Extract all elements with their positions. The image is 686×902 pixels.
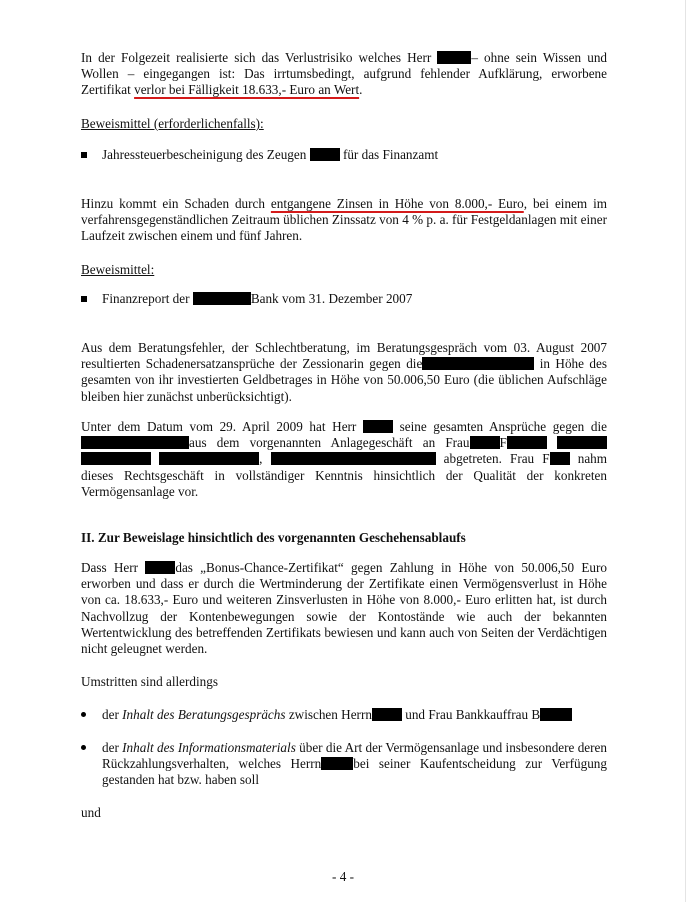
page-number: - 4 - [332, 869, 354, 884]
redaction [81, 452, 151, 465]
text: der [102, 707, 123, 722]
text: für das Finanzamt [339, 147, 439, 162]
text: Bank vom 31. Dezember 2007 [250, 291, 413, 306]
section-heading: II. Zur Beweislage hinsichtlich des vorgenannten Geschehensablaufs [81, 530, 466, 545]
text: bei seiner Kaufentscheidung zur Verfügung gestanden hat bzw. haben soll [102, 756, 607, 788]
text: . [359, 82, 363, 98]
text: der [102, 740, 123, 755]
paragraph-assignment [81, 419, 607, 500]
text: , [259, 451, 263, 467]
text: Aus dem Beratungsfehler, der Schlechtberatung, im Beratungsgespräch vom 03. August 2007 resultierten Schadenersatzansprüche der Zessionarin gegen die [81, 340, 607, 372]
redaction [193, 292, 251, 305]
highlighted-loss: verlor bei Fälligkeit 18.633,- Euro an Wert [134, 82, 360, 98]
evidence-item-1 [102, 147, 607, 163]
highlighted-interest: entgangene Zinsen in Höhe von 8.000,- Euro [270, 196, 524, 211]
text: in Höhe des gesamten von ihr investierten Geldbetrages in Höhe von 50.006,50 Euro (die üblichen Aufschläge bleiben hier zunächst unberücksichtigt). [81, 356, 608, 404]
bullet-square-icon [81, 296, 87, 302]
evidence-heading-1: Beweismittel (erforderlichenfalls): [81, 116, 264, 131]
text: abgetreten. Frau F [435, 451, 550, 467]
text: Unter dem Datum vom 29. April 2009 hat Herr [81, 419, 363, 434]
redaction [550, 452, 570, 465]
text: aus dem vorgenannten Anlagegeschäft an Frau [189, 435, 470, 451]
text: über die Art der Vermögensanlage und insbesondere deren Rückzahlungsverhalten, welches Herrn [102, 740, 607, 772]
bullet-dot-icon [81, 712, 86, 717]
redaction [159, 452, 259, 465]
italic-text: Inhalt des Informationsmaterials [122, 740, 296, 755]
text: F [499, 435, 507, 451]
redaction [540, 708, 572, 721]
text: – ohne sein Wissen und Wollen – eingegangen ist: Das irrtumsbedingt, aufgrund fehlender Aufklärung, erworbene Zertifikat [81, 50, 608, 98]
redaction [470, 436, 500, 449]
redaction [437, 51, 471, 64]
redaction [321, 757, 353, 770]
text: nahm dieses Rechtsgeschäft in vollständiger Kenntnis hinsichtlich der Qualität der konkreten Vermögensanlage vor. [81, 451, 608, 499]
disputed-item-1 [102, 707, 607, 723]
paragraph-disputed: Umstritten sind allerdings [81, 674, 218, 689]
redaction [363, 420, 393, 433]
redaction [422, 357, 534, 370]
italic-text: Inhalt des Beratungsgesprächs [122, 707, 286, 722]
paragraph-loss-risk [81, 50, 607, 99]
redaction [145, 561, 175, 574]
paragraph-and: und [81, 805, 101, 820]
evidence-item-2 [102, 291, 607, 307]
redaction [310, 148, 340, 161]
text: Jahressteuerbescheinigung des Zeugen [102, 147, 310, 162]
text: Hinzu kommt ein Schaden durch [81, 196, 271, 211]
redaction [271, 452, 436, 465]
redaction [372, 708, 402, 721]
redaction [507, 436, 547, 449]
text: seine gesamten Ansprüche gegen die [392, 419, 607, 434]
text: Dass Herr [81, 560, 146, 575]
paragraph-damages-claims [81, 340, 607, 405]
bullet-square-icon [81, 152, 87, 158]
redaction [81, 436, 189, 449]
bullet-dot-icon [81, 745, 86, 750]
redaction [557, 436, 607, 449]
paragraph-evidence-situation [81, 560, 607, 657]
text: zwischen Herrn [285, 707, 372, 722]
text: und Frau Bankkauffrau B [401, 707, 541, 722]
disputed-item-2 [102, 740, 607, 789]
paragraph-lost-interest [81, 196, 607, 245]
text: In der Folgezeit realisierte sich das Verlustrisiko welches Herr [81, 50, 438, 65]
text: Finanzreport der [102, 291, 193, 306]
text: das „Bonus-Chance-Zertifikat“ gegen Zahlung in Höhe von 50.006,50 Euro erworben und dass er durch die Wertminderung der Zertifikate einen Vermögensverlust in Höhe von ca. 18.633,- Euro und weiteren Zinsverlusten in Höhe von 8.000,- Euro erlitten hat, ist durch Nachvollzug der Kontenbewegungen sowie der Kontostände wie auch der bekannten Wertentwicklung des betreffenden Zertifikats bewiesen und kann auch von Seiten der Verdächtigen nicht geleugnet werden. [81, 560, 607, 657]
text: , bei einem im verfahrensgegenständlichen Zeitraum üblichen Zinssatz von 4 % p. a. für Festgeldanlagen mit einer Laufzeit zwischen einem und fünf Jahren. [81, 196, 607, 244]
evidence-heading-2: Beweismittel: [81, 262, 155, 277]
